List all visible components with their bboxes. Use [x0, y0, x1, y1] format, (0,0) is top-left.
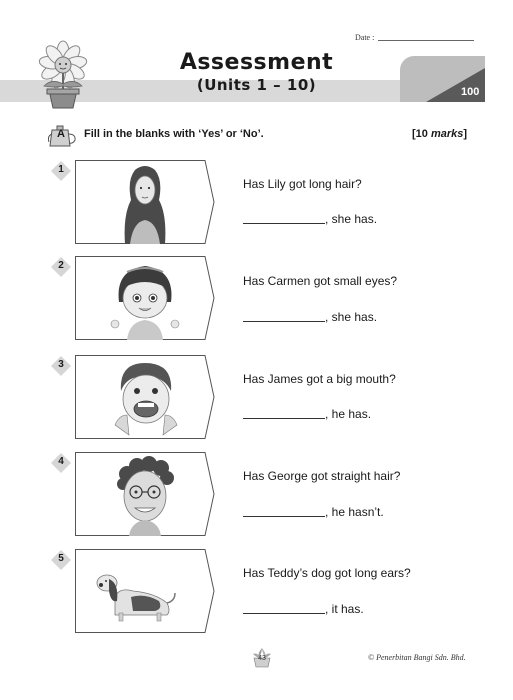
marks-word: marks [430, 128, 464, 140]
page-subtitle: (Units 1 – 10) [196, 76, 317, 94]
copyright-text: © Penerbitan Bangi Sdn. Bhd. [368, 653, 466, 662]
date-field [355, 33, 474, 42]
question-text: Has George got straight hair? [243, 469, 401, 483]
answer-line [243, 407, 371, 421]
answer-blank[interactable] [243, 613, 325, 614]
question-text: Has Carmen got small eyes? [243, 274, 398, 288]
answer-line [243, 602, 364, 616]
date-label: Date : [355, 33, 375, 42]
question-number-badge [50, 549, 72, 571]
question-number: 3 [58, 359, 64, 370]
page-number-badge [247, 646, 277, 668]
question-number: 1 [58, 164, 64, 175]
girl-short-hair-icon [75, 256, 215, 340]
answer-blank[interactable] [243, 223, 325, 224]
question-number-badge [50, 160, 72, 182]
answer-line [243, 505, 384, 519]
page-number: 43 [258, 655, 266, 662]
question-number: 5 [58, 553, 64, 564]
basset-hound-icon [75, 549, 215, 633]
answer-suffix: , he has. [325, 407, 372, 421]
answer-blank[interactable] [243, 516, 325, 517]
date-blank[interactable] [378, 40, 474, 41]
section-letter: A [57, 128, 65, 140]
question-number-badge [50, 355, 72, 377]
girl-long-hair-icon [75, 160, 215, 244]
question-number: 2 [58, 260, 64, 271]
marks-label [412, 128, 467, 140]
marks-open: [10 [412, 128, 431, 140]
total-score: 100 [461, 86, 480, 98]
answer-line [243, 212, 377, 226]
answer-line [243, 310, 377, 324]
boy-big-mouth-icon [75, 355, 215, 439]
answer-suffix: , she has. [325, 212, 378, 226]
question-number: 4 [58, 456, 64, 467]
answer-suffix: , it has. [325, 602, 364, 616]
answer-blank[interactable] [243, 321, 325, 322]
question-number-badge [50, 256, 72, 278]
question-number-badge [50, 452, 72, 474]
answer-blank[interactable] [243, 418, 325, 419]
instruction-text: Fill in the blanks with ‘Yes’ or ‘No’. [84, 128, 264, 140]
question-text: Has Lily got long hair? [243, 177, 362, 191]
question-text: Has James got a big mouth? [243, 372, 396, 386]
answer-suffix: , she has. [325, 310, 378, 324]
page-title: Assessment [179, 50, 334, 75]
question-text: Has Teddy’s dog got long ears? [243, 566, 411, 580]
answer-suffix: , he hasn’t. [325, 505, 384, 519]
marks-close: ] [463, 128, 468, 140]
boy-curly-hair-glasses-icon [75, 452, 215, 536]
